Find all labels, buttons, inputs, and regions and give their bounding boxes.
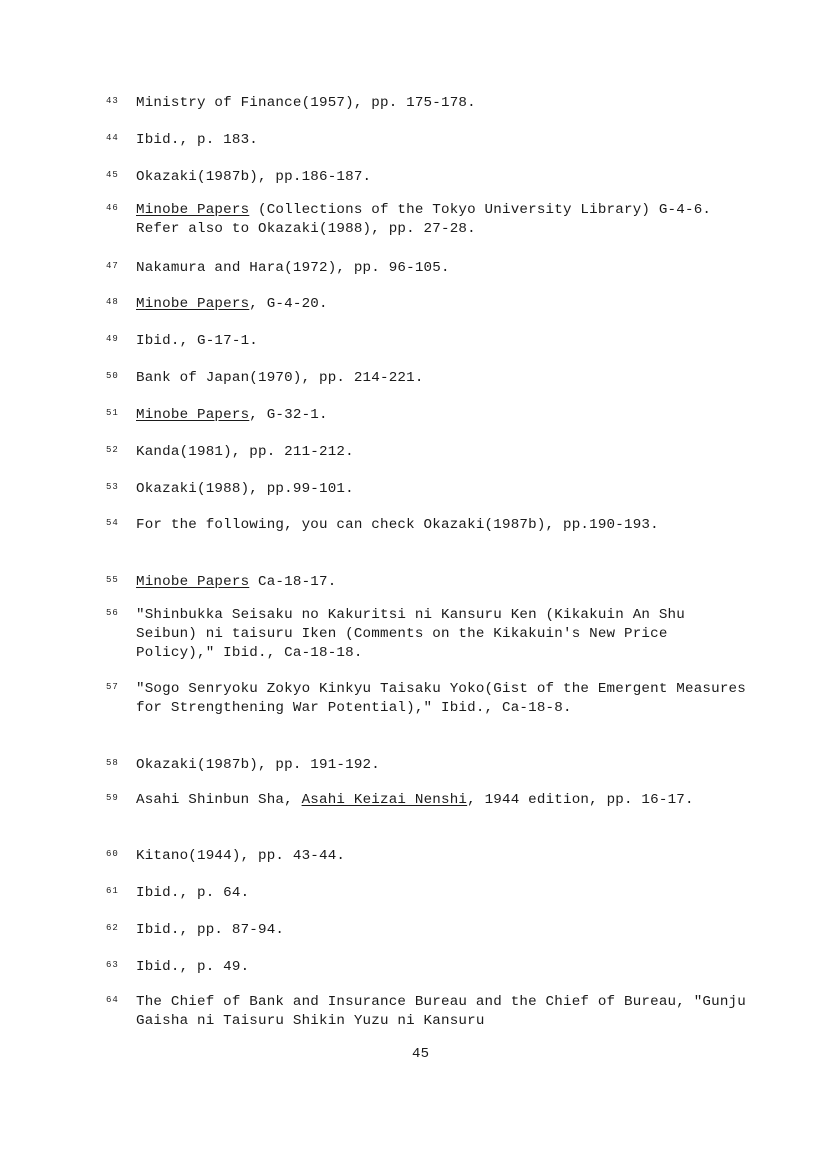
footnote-number: 50 — [106, 371, 119, 381]
underlined-title: Minobe Papers — [136, 407, 250, 423]
footnote-text — [136, 993, 746, 1031]
footnote — [106, 847, 746, 866]
footnote-number: 54 — [106, 518, 119, 528]
footnote — [106, 201, 746, 239]
footnote-number: 55 — [106, 575, 119, 585]
footnote-text — [136, 958, 746, 977]
footnote-number: 56 — [106, 608, 119, 618]
footnote-text — [136, 573, 746, 592]
footnote-text-run: Ibid., p. 183. — [136, 132, 258, 148]
footnote-number: 53 — [106, 482, 119, 492]
footnote — [106, 259, 746, 278]
footnote — [106, 516, 746, 535]
footnote-text — [136, 332, 746, 351]
footnote-text-run: "Shinbukka Seisaku no Kakuritsi ni Kansuru Ken (Kikakuin An Shu Seibun) ni taisuru Iken (Comments on the Kikakuin's New Price Policy)," Ibid., Ca-18-18. — [136, 607, 685, 661]
footnote-number: 59 — [106, 793, 119, 803]
footnote-text-run: Ibid., p. 64. — [136, 885, 250, 901]
footnote-text-run: Ca-18-17. — [249, 574, 337, 590]
footnote-text — [136, 131, 746, 150]
footnote-text-run: Bank of Japan(1970), pp. 214-221. — [136, 370, 424, 386]
footnote-text — [136, 168, 746, 187]
underlined-title: Minobe Papers — [136, 202, 250, 218]
footnote-number: 47 — [106, 261, 119, 271]
footnote — [106, 443, 746, 462]
footnote — [106, 756, 746, 775]
footnote — [106, 958, 746, 977]
footnote-text — [136, 791, 746, 810]
footnote-text-run: The Chief of Bank and Insurance Bureau and the Chief of Bureau, "Gunju Gaisha ni Taisuru Shikin Yuzu ni Kansuru — [136, 994, 746, 1029]
footnote-text-run: Okazaki(1987b), pp. 191-192. — [136, 757, 380, 773]
footnote-number: 44 — [106, 133, 119, 143]
footnote — [106, 680, 746, 718]
footnote-text-run: Ibid., p. 49. — [136, 959, 250, 975]
footnote — [106, 369, 746, 388]
footnote-text-run: Asahi Shinbun Sha, — [136, 792, 302, 808]
footnote-text-run: Ministry of Finance(1957), pp. 175-178. — [136, 95, 476, 111]
footnote-number: 45 — [106, 170, 119, 180]
footnote-text-run: , G-4-20. — [249, 296, 328, 312]
footnote-text — [136, 406, 746, 425]
footnote-text-run: "Sogo Senryoku Zokyo Kinkyu Taisaku Yoko(Gist of the Emergent Measures for Strengthening War Potential)," Ibid., Ca-18-8. — [136, 681, 746, 716]
footnote-text — [136, 606, 746, 663]
footnote — [106, 332, 746, 351]
footnote-text — [136, 94, 746, 113]
footnote-text — [136, 921, 746, 940]
footnote-number: 63 — [106, 960, 119, 970]
footnote — [106, 791, 746, 810]
page-number: 45 — [412, 1046, 430, 1062]
footnote-number: 46 — [106, 203, 119, 213]
footnote-number: 43 — [106, 96, 119, 106]
footnote-text-run: Kanda(1981), pp. 211-212. — [136, 444, 354, 460]
underlined-title: Asahi Keizai Nenshi — [301, 792, 468, 808]
footnote-text-run: Ibid., G-17-1. — [136, 333, 258, 349]
footnote-number: 62 — [106, 923, 119, 933]
footnote-text-run: For the following, you can check Okazaki(1987b), pp.190-193. — [136, 517, 659, 533]
footnote-number: 58 — [106, 758, 119, 768]
footnote-text — [136, 680, 746, 718]
footnote-number: 48 — [106, 297, 119, 307]
footnote-text — [136, 295, 746, 314]
footnote-text — [136, 480, 746, 499]
footnote — [106, 480, 746, 499]
footnote — [106, 921, 746, 940]
footnote-text — [136, 259, 746, 278]
footnote — [106, 993, 746, 1031]
footnote — [106, 884, 746, 903]
footnote-text-run: (Collections of the Tokyo University Library) G-4-6. Refer also to Okazaki(1988), pp. 27-28. — [136, 202, 712, 237]
footnote-text — [136, 443, 746, 462]
footnote-number: 49 — [106, 334, 119, 344]
footnote — [106, 168, 746, 187]
footnote-text — [136, 756, 746, 775]
footnote-text-run: , G-32-1. — [249, 407, 328, 423]
footnote-number: 61 — [106, 886, 119, 896]
footnote — [106, 606, 746, 663]
footnote-number: 60 — [106, 849, 119, 859]
footnote-text — [136, 516, 746, 535]
footnote-text — [136, 884, 746, 903]
footnote-text-run: Okazaki(1988), pp.99-101. — [136, 481, 354, 497]
footnote — [106, 131, 746, 150]
footnote-text-run: Okazaki(1987b), pp.186-187. — [136, 169, 372, 185]
footnote-text — [136, 201, 746, 239]
footnote-number: 57 — [106, 682, 119, 692]
footnote-text-run: Kitano(1944), pp. 43-44. — [136, 848, 346, 864]
footnote-text-run: , 1944 edition, pp. 16-17. — [467, 792, 694, 808]
underlined-title: Minobe Papers — [136, 574, 250, 590]
footnote-number: 64 — [106, 995, 119, 1005]
footnote-text — [136, 369, 746, 388]
footnote-text — [136, 847, 746, 866]
footnote — [106, 295, 746, 314]
footnote-number: 51 — [106, 408, 119, 418]
footnote-text-run: Ibid., pp. 87-94. — [136, 922, 285, 938]
footnote — [106, 94, 746, 113]
underlined-title: Minobe Papers — [136, 296, 250, 312]
footnote — [106, 573, 746, 592]
footnote-text-run: Nakamura and Hara(1972), pp. 96-105. — [136, 260, 450, 276]
footnote-number: 52 — [106, 445, 119, 455]
footnote — [106, 406, 746, 425]
